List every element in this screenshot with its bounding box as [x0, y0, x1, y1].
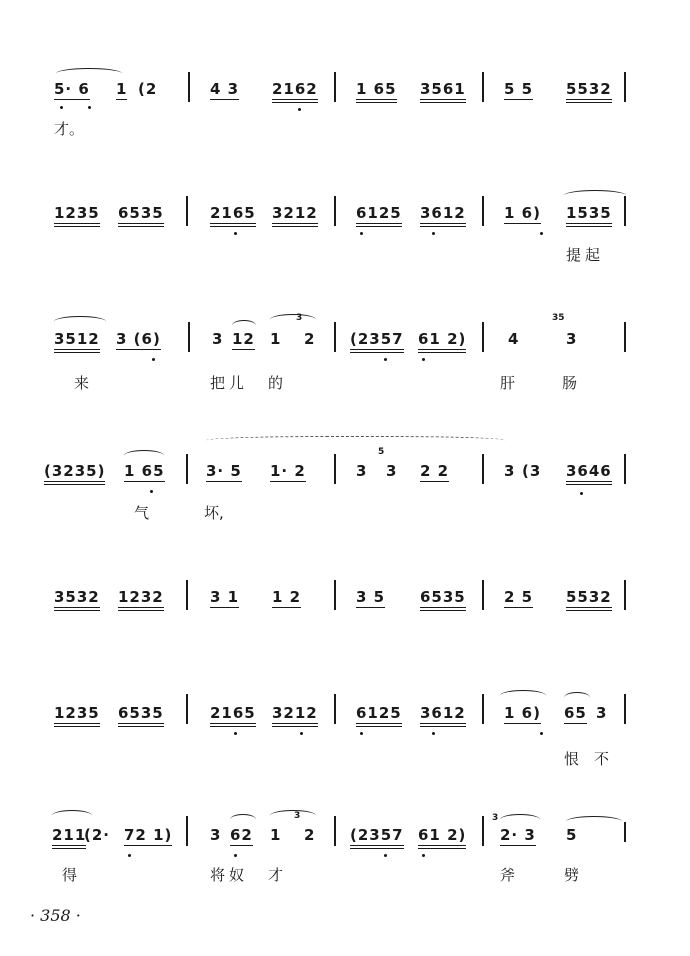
notes: 72 1) — [124, 826, 173, 844]
octave-dot — [384, 358, 387, 361]
lyric: 劈 — [564, 866, 580, 884]
notes: 1535 — [566, 206, 612, 227]
notes: 1235 — [54, 206, 100, 227]
notes: 3612 — [420, 206, 466, 227]
slur — [52, 810, 92, 821]
notes: 62 — [230, 826, 253, 844]
notes: (2357 — [350, 332, 404, 353]
octave-dot — [128, 854, 131, 857]
notes: 6535 — [118, 206, 164, 227]
notes: 3 — [566, 330, 578, 348]
notes: 2· 3 — [500, 826, 536, 844]
barline — [186, 694, 188, 724]
barline — [334, 322, 336, 352]
notes: 65 — [564, 704, 587, 722]
notes: 1 — [270, 826, 282, 844]
octave-dot — [540, 232, 543, 235]
lyric: 坏, — [204, 504, 224, 522]
notes: 2 — [304, 826, 316, 844]
notes: 3· 5 — [206, 462, 242, 480]
grace-note: 5 — [378, 447, 385, 457]
notes: 3 — [356, 462, 368, 480]
score-system-6 — [0, 686, 690, 782]
notes: 61 2) — [418, 332, 466, 353]
octave-dot — [60, 106, 63, 109]
octave-dot — [234, 732, 237, 735]
lyric: 气 — [134, 504, 150, 522]
lyric: 提起 — [566, 246, 605, 264]
notes: 3 — [210, 826, 222, 844]
notes: 1 6) — [504, 204, 541, 222]
notes: 1 65 — [124, 462, 165, 480]
octave-dot — [234, 232, 237, 235]
notes: 1 2 — [272, 588, 302, 606]
lyric: 将奴 — [210, 866, 249, 884]
barline — [624, 196, 626, 226]
notes: 3532 — [54, 590, 100, 611]
lyric: 肠 — [562, 374, 578, 392]
lyric: 得 — [62, 866, 78, 884]
lyric: 才 — [268, 866, 284, 884]
octave-dot — [384, 854, 387, 857]
notes: 5 5 — [504, 80, 534, 98]
notes: 5· 6 — [54, 80, 90, 98]
notes: 3212 — [272, 706, 318, 727]
lyric: 来 — [74, 374, 90, 392]
notes: 2 2 — [420, 462, 450, 480]
slur — [56, 68, 122, 79]
notes: 6535 — [420, 590, 466, 611]
notes: 3512 — [54, 332, 100, 353]
notes: 1235 — [54, 706, 100, 727]
lyric: 不 — [594, 750, 610, 768]
barline — [482, 454, 484, 484]
slur — [270, 810, 316, 821]
barline — [624, 580, 626, 610]
slur — [564, 692, 590, 703]
octave-dot — [422, 854, 425, 857]
notes: 3 (6) — [116, 330, 161, 348]
notes: 5532 — [566, 590, 612, 611]
barline — [334, 694, 336, 724]
octave-dot — [234, 854, 237, 857]
notes: 1 — [270, 330, 282, 348]
slur — [124, 450, 164, 461]
notes: 3 5 — [356, 588, 386, 606]
notes: 2165 — [210, 706, 256, 727]
notes: 2 5 — [504, 588, 534, 606]
notes: 4 3 — [210, 80, 240, 98]
notes: (2· — [84, 826, 110, 844]
notes: 3 — [212, 330, 224, 348]
notes: (3235) — [44, 464, 105, 485]
octave-dot — [580, 492, 583, 495]
score-system-4 — [0, 436, 690, 532]
notes: 211 — [52, 828, 86, 849]
barline — [482, 816, 484, 846]
notes: 3 — [386, 462, 398, 480]
notes: 5 — [566, 826, 578, 844]
notes: 3 1 — [210, 588, 240, 606]
page-number: · 358 · — [30, 906, 81, 925]
barline — [186, 580, 188, 610]
notes: 2162 — [272, 82, 318, 103]
barline — [188, 322, 190, 352]
barline — [186, 196, 188, 226]
grace-note: 3 — [294, 811, 301, 821]
score-system-7 — [0, 806, 690, 902]
octave-dot — [152, 358, 155, 361]
lyric: 把儿 — [210, 374, 249, 392]
barline — [186, 454, 188, 484]
lyric: 斧 — [500, 866, 516, 884]
notes: 61 2) — [418, 828, 466, 849]
notes: 6535 — [118, 706, 164, 727]
notes: (3 — [522, 462, 542, 480]
notes: 1 — [116, 80, 128, 98]
barline — [482, 322, 484, 352]
notes: (2 — [138, 80, 158, 98]
octave-dot — [432, 732, 435, 735]
score-system-2 — [0, 186, 690, 282]
barline — [334, 454, 336, 484]
slur — [270, 314, 316, 325]
notes: 3561 — [420, 82, 466, 103]
phrase-slur — [206, 436, 506, 447]
octave-dot — [88, 106, 91, 109]
barline — [334, 816, 336, 846]
grace-note: 3 — [296, 313, 303, 323]
notes: 6125 — [356, 206, 402, 227]
octave-dot — [300, 732, 303, 735]
notes: 12 — [232, 330, 255, 348]
notes: 3 — [504, 462, 516, 480]
notes: 2165 — [210, 206, 256, 227]
lyric: 恨 — [564, 750, 580, 768]
octave-dot — [360, 232, 363, 235]
notes: 3612 — [420, 706, 466, 727]
lyric: 才。 — [54, 120, 85, 138]
notes: 3646 — [566, 464, 612, 485]
notes: (2357 — [350, 828, 404, 849]
grace-note: 3 — [492, 813, 499, 823]
barline — [186, 816, 188, 846]
grace-note: 35 — [552, 313, 565, 323]
notes: 6125 — [356, 706, 402, 727]
octave-dot — [540, 732, 543, 735]
barline — [624, 322, 626, 352]
octave-dot — [422, 358, 425, 361]
barline — [624, 72, 626, 102]
barline — [188, 72, 190, 102]
barline — [624, 694, 626, 724]
slur — [230, 814, 256, 825]
notes: 3212 — [272, 206, 318, 227]
notes: 5532 — [566, 82, 612, 103]
notes: 1 6) — [504, 704, 541, 722]
barline — [334, 72, 336, 102]
slur — [500, 814, 540, 825]
notes: 3 — [596, 704, 608, 722]
notes: 1 65 — [356, 82, 397, 103]
slur — [54, 316, 106, 327]
score-system-3 — [0, 310, 690, 406]
barline — [482, 72, 484, 102]
notes: 2 — [304, 330, 316, 348]
notes: 1232 — [118, 590, 164, 611]
barline — [482, 196, 484, 226]
score-system-1 — [0, 60, 690, 156]
octave-dot — [298, 108, 301, 111]
notes: 4 — [508, 330, 520, 348]
barline — [334, 580, 336, 610]
octave-dot — [150, 490, 153, 493]
slur — [564, 190, 626, 201]
lyric: 的 — [268, 374, 284, 392]
octave-dot — [360, 732, 363, 735]
barline — [334, 196, 336, 226]
barline — [482, 694, 484, 724]
barline — [482, 580, 484, 610]
barline — [624, 454, 626, 484]
slur — [500, 690, 546, 701]
lyric: 肝 — [500, 374, 516, 392]
barline — [624, 822, 626, 842]
octave-dot — [432, 232, 435, 235]
score-system-5 — [0, 570, 690, 666]
notes: 1· 2 — [270, 462, 306, 480]
